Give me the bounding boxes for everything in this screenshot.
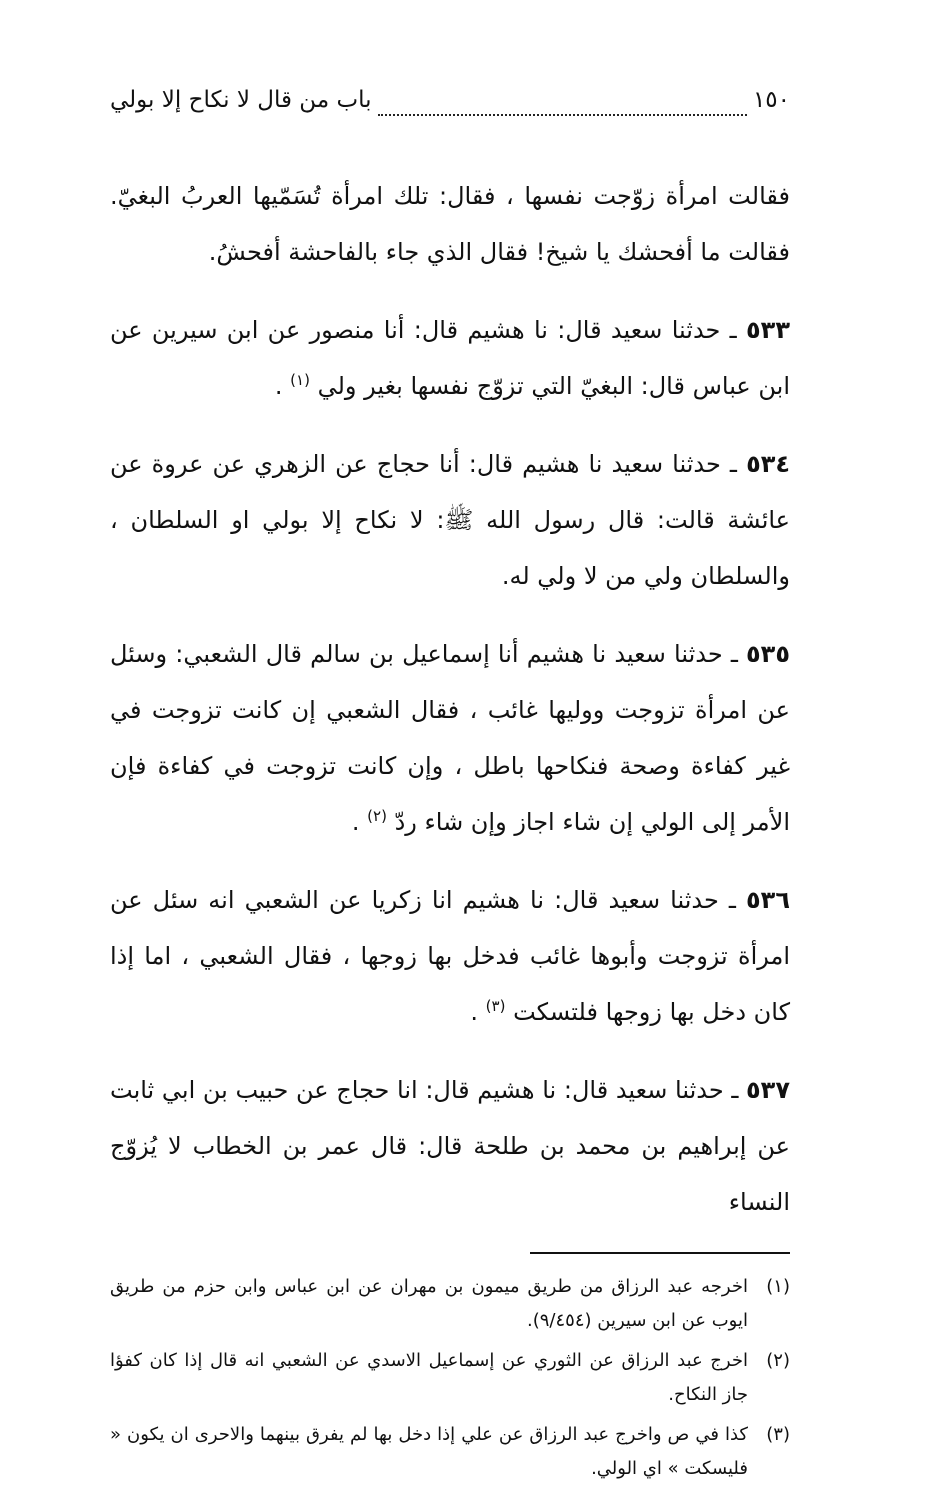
running-header (110, 80, 790, 124)
footnotes (110, 1270, 790, 1486)
footnote-number: (٢) (766, 1350, 790, 1371)
footnote-text: كذا في ص واخرج عبد الرزاق عن علي إذا دخل بها لم يفرق بينهما والاحرى ان يكون « فليسكت » اي الولي. (110, 1424, 748, 1479)
dash: ـ (718, 886, 736, 914)
paragraph-tail: . (274, 372, 283, 400)
hadith-number: ٥٣٣ (746, 316, 790, 344)
footnote-number: (٣) (766, 1424, 790, 1445)
paragraph-continuation (110, 168, 790, 280)
footnote-separator (530, 1252, 790, 1254)
hadith-534 (110, 436, 790, 604)
footnote-number: (١) (766, 1276, 790, 1297)
hadith-535 (110, 626, 790, 850)
page-number: ١٥٠ (752, 87, 790, 113)
hadith-number: ٥٣٦ (746, 886, 790, 914)
footnote-ref[interactable]: (٢) (367, 807, 387, 825)
book-page (110, 80, 790, 1492)
paragraph-tail: . (470, 998, 479, 1026)
footnote-1 (110, 1270, 790, 1338)
footnote-ref[interactable]: (١) (290, 371, 310, 389)
footnote-ref[interactable]: (٣) (485, 997, 506, 1015)
paragraph-tail: . (351, 808, 360, 836)
dotted-leader (378, 113, 747, 116)
main-text (110, 168, 790, 1230)
paragraph-text: حدثنا سعيد قال: نا هشيم قال: انا حجاج عن حبيب بن ابي ثابت عن إبراهيم بن محمد بن طلحة قال: قال عمر بن الخطاب لا يُزوّج النساء (110, 1076, 790, 1216)
paragraph-text: حدثنا سعيد نا هشيم قال: أنا حجاج عن الزهري عن عروة عن عائشة قالت: قال رسول الله ﷺ: لا نكاح إلا بولي او السلطان ، والسلطان ولي من لا ولي له. (110, 450, 790, 590)
hadith-number: ٥٣٧ (746, 1076, 790, 1104)
paragraph-text: حدثنا سعيد نا هشيم أنا إسماعيل بن سالم قال الشعبي: وسئل عن امرأة تزوجت ووليها غائب ، فقال الشعبي إن كانت تزوجت في غير كفاءة وصحة فنكاحها باطل ، وإن كانت تزوجت في كفاءة فإن الأمر إلى الولي إن شاء اجاز وإن شاء ردّ (110, 640, 790, 836)
footnote-text: اخرجه عبد الرزاق من طريق ميمون بن مهران عن ابن عباس وابن حزم من طريق ايوب عن ابن سيرين (٩/٤٥٤). (110, 1276, 748, 1331)
paragraph-text: حدثنا سعيد قال: نا هشيم قال: أنا منصور عن ابن سيرين عن ابن عباس قال: البغيّ التي تزوّج نفسها بغير ولي (110, 316, 790, 400)
hadith-533 (110, 302, 790, 414)
footnote-text: اخرج عبد الرزاق عن الثوري عن إسماعيل الاسدي عن الشعبي انه قال إذا كان كفؤا جاز النكاح. (110, 1350, 748, 1405)
hadith-536 (110, 872, 790, 1040)
hadith-number: ٥٣٤ (746, 450, 791, 478)
dash: ـ (720, 316, 737, 344)
footnote-2 (110, 1344, 790, 1412)
hadith-537 (110, 1062, 790, 1230)
paragraph-text: فقالت امرأة زوّجت نفسها ، فقال: تلك امرأة تُسَمّيها العربُ البغيّ. فقالت ما أفحشك يا شيخ! فقال الذي جاء بالفاحشة أفحشُ. (110, 182, 790, 266)
dash: ـ (723, 1076, 739, 1104)
paragraph-text: حدثنا سعيد قال: نا هشيم انا زكريا عن الشعبي انه سئل عن امرأة تزوجت وأبوها غائب فدخل بها زوجها ، فقال الشعبي ، اما إذا كان دخل بها زوجها فلتسكت (110, 886, 790, 1026)
chapter-title: باب من قال لا نكاح إلا بولي (110, 87, 372, 113)
hadith-number: ٥٣٥ (746, 640, 790, 668)
footnote-3 (110, 1418, 790, 1486)
dash: ـ (722, 640, 738, 668)
dash: ـ (720, 450, 737, 478)
